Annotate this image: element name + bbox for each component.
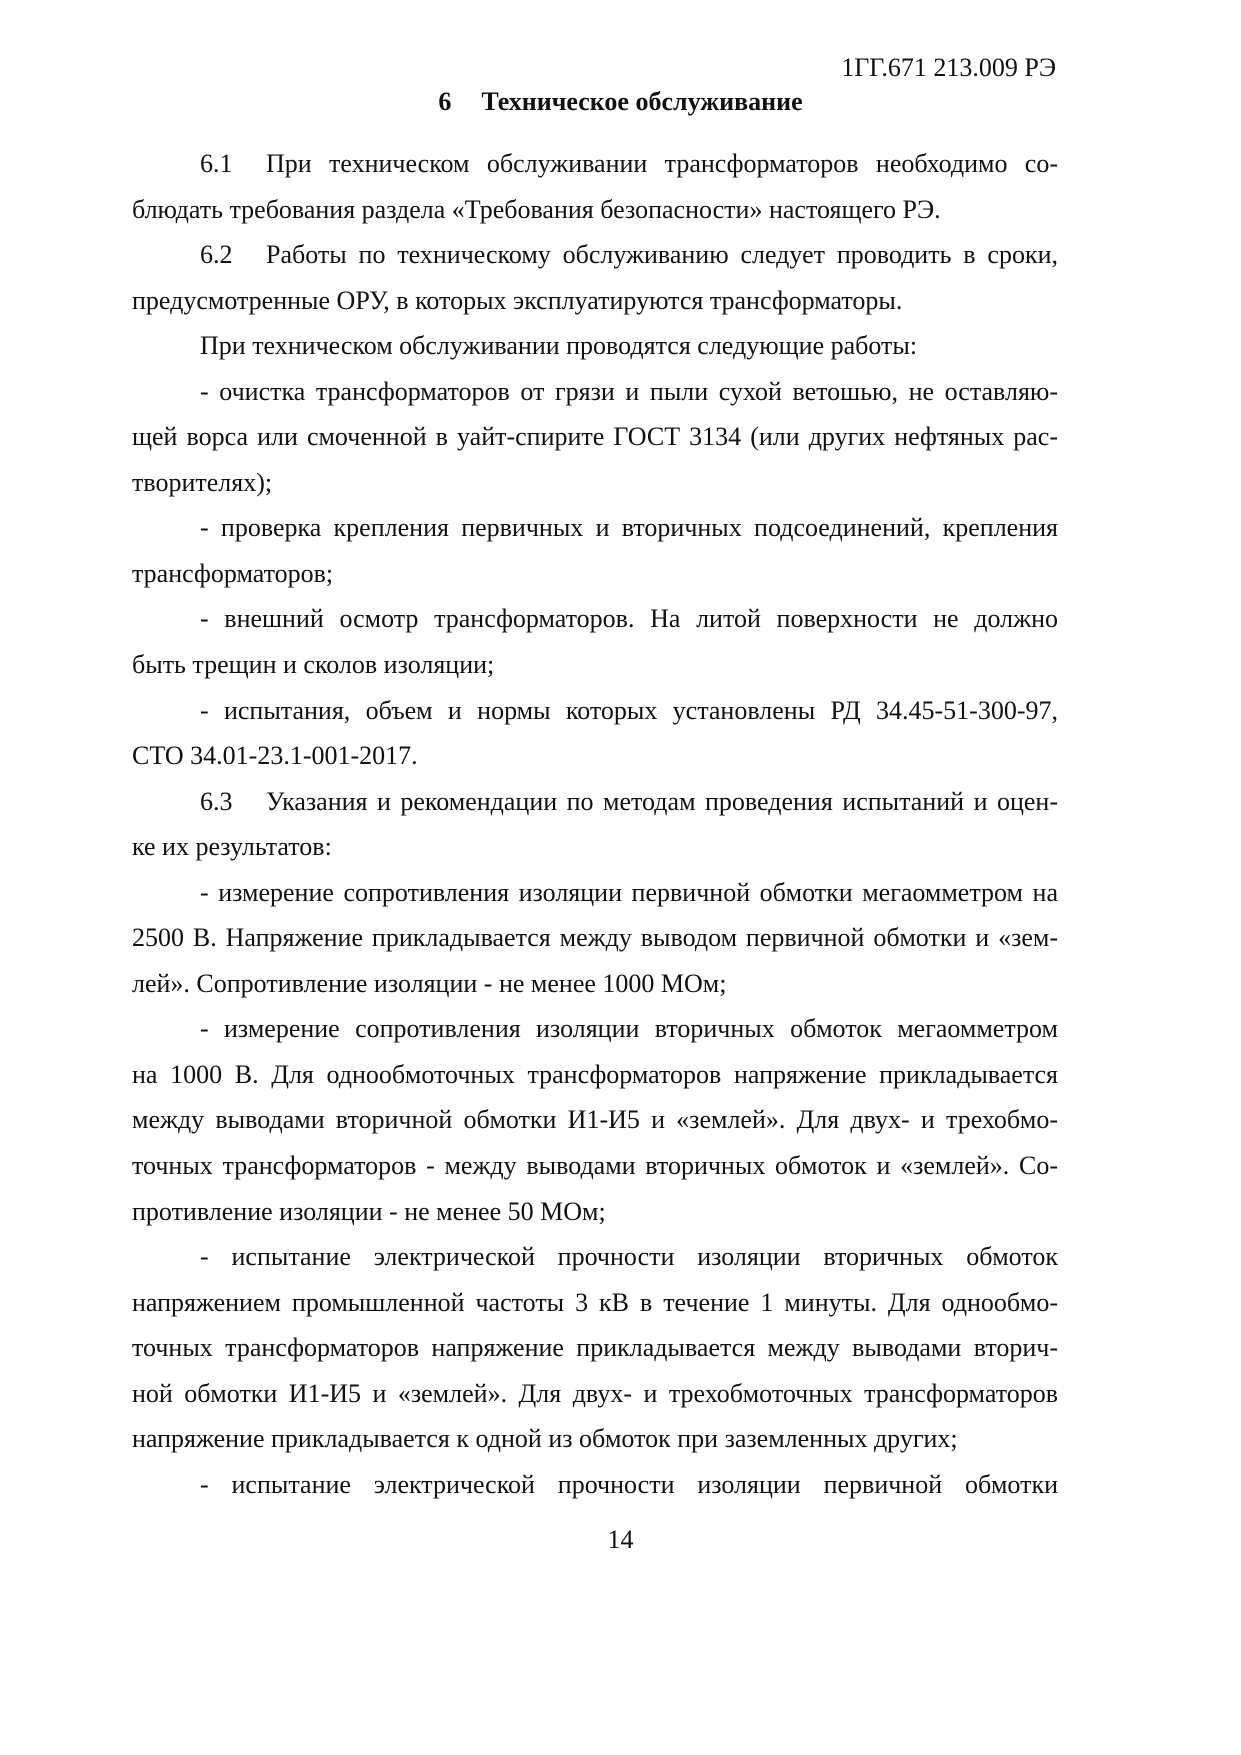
line-text: точных трансформаторов - между выводами вторичных обмоток и «землей». Со- — [132, 1151, 1058, 1181]
line-text: - проверка крепления первичных и вторичных подсоединений, крепления — [200, 513, 1058, 543]
line-text: Работы по техническому обслуживанию следует проводить в сроки, — [266, 240, 1058, 270]
line-text: между выводами вторичной обмотки И1-И5 и «землей». Для двух- и трехобмо- — [132, 1105, 1058, 1135]
text-line — [132, 323, 1058, 369]
text-line — [132, 1143, 1058, 1189]
line-text: лей». Сопротивление изоляции - не менее 1000 МОм; — [132, 968, 727, 998]
text-line — [132, 414, 1058, 460]
text-line — [132, 1371, 1058, 1417]
text-line — [132, 1325, 1058, 1371]
page-number: 14 — [607, 1525, 634, 1554]
text-line — [132, 961, 1058, 1007]
text-line — [132, 824, 1058, 870]
clause-number: 6.1 — [200, 149, 233, 178]
line-text: ке их результатов: — [132, 832, 332, 862]
line-text: блюдать требования раздела «Требования безопасности» настоящего РЭ. — [132, 194, 941, 224]
line-text: - очистка трансформаторов от грязи и пыли сухой ветошью, не оставляю- — [200, 376, 1058, 406]
text-line — [132, 1234, 1058, 1280]
line-text: напряжением промышленной частоты 3 кВ в течение 1 минуты. Для однообмо- — [132, 1287, 1058, 1317]
text-line — [132, 642, 1058, 688]
section-heading — [0, 86, 1241, 118]
text-line — [132, 1462, 1058, 1508]
section-number: 6 — [438, 87, 452, 116]
clause-number: 6.2 — [200, 240, 233, 270]
section-title: Техническое обслуживание — [481, 87, 803, 116]
text-line — [132, 1189, 1058, 1235]
text-line — [132, 187, 1058, 233]
line-text: ной обмотки И1-И5 и «землей». Для двух- и трехобмоточных трансформаторов — [132, 1378, 1058, 1408]
text-line — [132, 505, 1058, 551]
document-body — [132, 141, 1058, 1507]
text-line — [132, 1006, 1058, 1052]
line-text: - испытания, объем и нормы которых установлены РД 34.45-51-300-97, — [200, 695, 1058, 725]
text-line — [132, 870, 1058, 916]
line-text: противление изоляции - не менее 50 МОм; — [132, 1196, 606, 1226]
line-text: - измерение сопротивления изоляции вторичных обмоток мегаомметром — [200, 1014, 1058, 1044]
line-text: напряжение прикладывается к одной из обмоток при заземленных других; — [132, 1424, 958, 1454]
text-line — [132, 1052, 1058, 1098]
line-text: - измерение сопротивления изоляции первичной обмотки мегаомметром на — [200, 877, 1058, 907]
line-text: Указания и рекомендации по методам проведения испытаний и оцен- — [266, 786, 1058, 816]
text-line — [132, 1280, 1058, 1326]
line-text: на 1000 В. Для однообмоточных трансформаторов напряжение прикладывается — [132, 1059, 1058, 1089]
text-line — [132, 369, 1058, 415]
text-line — [132, 551, 1058, 597]
line-text: творителях); — [132, 467, 273, 497]
line-text: При техническом обслуживании трансформаторов необходимо со- — [266, 149, 1058, 178]
line-text: - испытание электрической прочности изоляции вторичных обмоток — [200, 1242, 1058, 1272]
line-text: - внешний осмотр трансформаторов. На литой поверхности не должно — [200, 604, 1058, 634]
text-line — [132, 915, 1058, 961]
text-line — [132, 596, 1058, 642]
clause-number: 6.3 — [200, 786, 233, 816]
text-line — [132, 733, 1058, 779]
line-text: 2500 В. Напряжение прикладывается между выводом первичной обмотки и «зем- — [132, 923, 1058, 953]
line-text: предусмотренные ОРУ, в которых эксплуатируются трансформаторы. — [132, 285, 903, 315]
line-text: щей ворса или смоченной в уайт-спирите ГОСТ 3134 (или других нефтяных рас- — [132, 422, 1058, 452]
line-text: СТО 34.01-23.1-001-2017. — [132, 741, 418, 771]
document-code: 1ГГ.671 213.009 РЭ — [841, 53, 1056, 82]
text-line — [132, 688, 1058, 734]
text-line — [132, 460, 1058, 506]
line-text: быть трещин и сколов изоляции; — [132, 650, 495, 680]
text-line — [132, 232, 1058, 278]
line-text: При техническом обслуживании проводятся следующие работы: — [200, 331, 918, 361]
text-line — [132, 1416, 1058, 1462]
text-line — [132, 278, 1058, 324]
line-text: - испытание электрической прочности изоляции первичной обмотки — [200, 1469, 1058, 1499]
text-line — [132, 141, 1058, 187]
line-text: точных трансформаторов напряжение прикладывается между выводами вторич- — [132, 1333, 1058, 1363]
line-text: трансформаторов; — [132, 558, 334, 588]
text-line — [132, 1097, 1058, 1143]
text-line — [132, 779, 1058, 825]
